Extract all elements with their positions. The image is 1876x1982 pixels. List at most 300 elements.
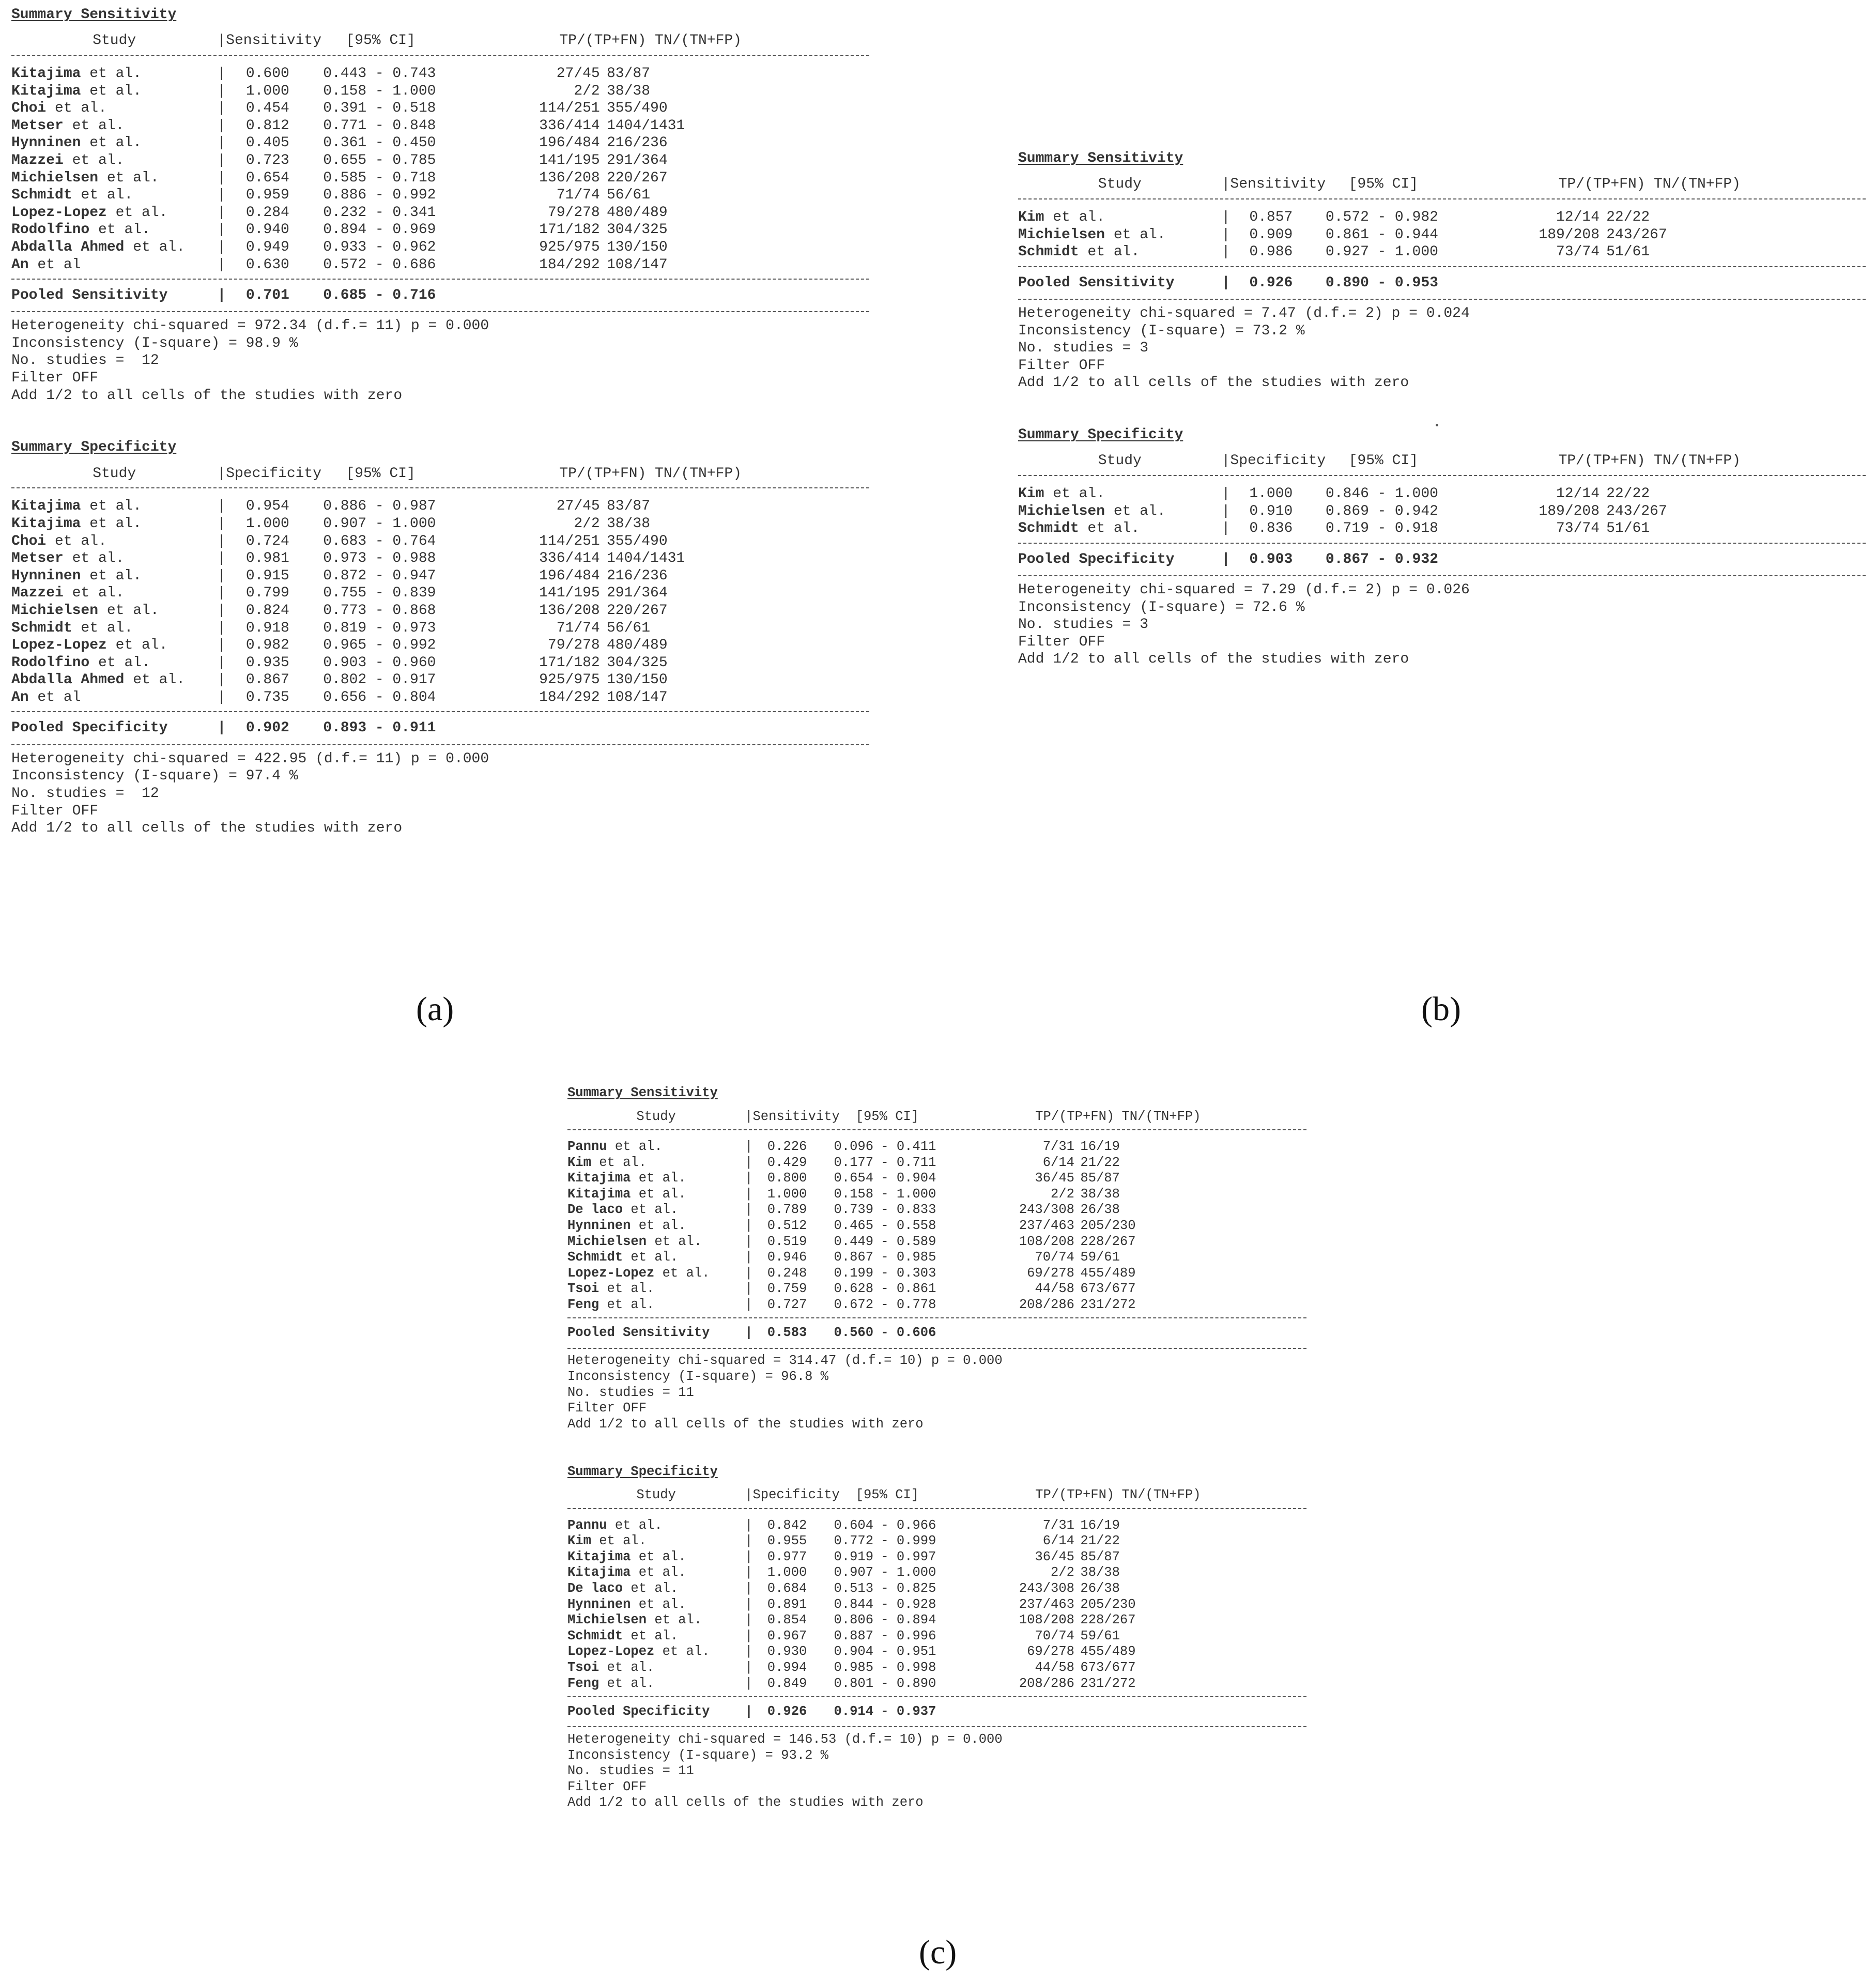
stat-line: Filter OFF [567,1401,647,1416]
estimate-value: 1.000 [1249,486,1293,502]
ci-lower: 0.869 [1325,503,1369,519]
dashed-rule [567,1508,1306,1509]
table-row [567,1234,1306,1250]
column-separator: | [217,672,226,688]
pooled-value: 0.903 [1249,551,1293,567]
study-cell [567,1281,745,1297]
stat-line: Inconsistency (I-square) = 72.6 % [1018,599,1305,616]
tn-ratio: 22/22 [1606,486,1650,502]
dashed-rule [11,55,869,56]
ci-upper: - 0.743 [375,65,436,82]
estimate-value: 0.600 [245,65,289,82]
tn-ratio: 304/325 [607,654,668,671]
panel-label-a: (a) [416,990,454,1028]
study-suffix: et al. [63,550,125,567]
section-title: Summary Specificity [11,439,177,456]
ci-upper: - 1.000 [375,83,436,99]
tn-ratio: 59/61 [1080,1628,1120,1643]
column-separator: | [745,1612,753,1628]
study-cell [567,1234,745,1250]
column-separator: | [217,170,226,186]
study-cell [567,1581,745,1597]
table-row [567,1281,1306,1297]
table-row [1018,243,1866,261]
header-study: Study [93,33,136,49]
study-cell [11,585,217,602]
tn-ratio: 130/150 [607,672,668,688]
pooled-ci-lower: 0.914 [834,1703,873,1719]
table-row [11,671,869,689]
column-separator: | [217,287,226,303]
tp-ratio: 208/286 [1019,1297,1074,1312]
table-row [11,550,869,567]
ci-upper: - 0.686 [375,256,436,273]
header-ci: [95% CI] [346,465,416,482]
dashed-rule [567,1129,1306,1130]
study-suffix: et al. [631,1171,686,1186]
column-separator: | [745,1171,753,1186]
ci-lower: 0.933 [323,239,367,255]
ci-upper: - 0.711 [881,1155,936,1170]
tn-ratio: 1404/1431 [607,117,685,134]
study-suffix: et al. [1079,520,1140,537]
ci-upper: - 0.988 [375,550,436,567]
study-suffix: et al. [647,1612,702,1628]
ci-upper: - 0.785 [375,152,436,168]
estimate-value: 0.429 [767,1155,807,1170]
tn-ratio: 216/236 [607,567,668,584]
estimate-value: 0.891 [767,1596,807,1612]
study-name: Kitajima [567,1549,631,1564]
study-name: Kitajima [567,1171,631,1186]
tp-ratio: 136/208 [539,170,600,186]
header-tn: TN/(TN+FP) [1121,1487,1201,1503]
stat-line: Add 1/2 to all cells of the studies with zero [11,387,403,404]
column-separator: | [217,204,226,221]
ci-lower: 0.739 [834,1202,873,1218]
study-cell [567,1202,745,1218]
pooled-row [567,1704,1306,1720]
study-name: Abdalla Ahmed [11,672,125,688]
stat-line: No. studies = 12 [11,785,159,802]
estimate-value: 0.849 [767,1676,807,1691]
ci-upper: - 0.985 [881,1250,936,1265]
study-name: Kitajima [11,65,81,82]
ci-lower: 0.572 [323,256,367,273]
study-cell [11,239,217,256]
estimate-value: 0.867 [245,672,289,688]
tn-ratio: 291/364 [607,152,668,168]
column-separator: | [217,533,226,549]
study-name: Hynninen [567,1596,631,1612]
study-name: Mazzei [11,585,64,602]
tp-ratio: 114/251 [539,100,600,117]
ci-upper: - 0.894 [881,1612,936,1628]
study-suffix: et al. [63,117,125,134]
study-name: Michielsen [1018,226,1105,243]
study-cell [567,1266,745,1282]
study-cell [11,117,217,135]
header-study: Study [636,1109,676,1124]
estimate-value: 0.727 [767,1297,807,1312]
pooled-row [1018,274,1866,292]
table-row [11,602,869,620]
estimate-value: 0.946 [767,1250,807,1265]
study-cell [11,689,217,706]
table-row [11,654,869,672]
header-ci: [95% CI] [346,33,416,49]
ci-lower: 0.846 [1325,486,1369,502]
stat-line: Heterogeneity chi-squared = 972.34 (d.f.= 11) p = 0.000 [11,318,489,334]
tp-ratio: 141/195 [539,152,600,168]
tn-ratio: 108/147 [607,256,668,273]
column-separator: | [217,256,226,273]
study-name: Lopez-Lopez [11,637,107,654]
table-row [11,134,869,152]
header-tp: TP/(TP+FN) [1035,1487,1115,1503]
dashed-rule [1018,575,1866,576]
tp-ratio: 2/2 [574,83,600,99]
study-suffix: et al. [98,602,159,619]
tp-ratio: 69/278 [1027,1265,1074,1281]
column-separator: | [745,1517,753,1533]
column-separator: | [217,222,226,238]
header-tn: TN/(TN+FP) [1121,1109,1201,1124]
table-row [11,100,869,117]
study-suffix: et al. [1079,244,1140,260]
ci-upper: - 0.778 [881,1297,936,1312]
ci-upper: - 0.996 [881,1628,936,1643]
tp-ratio: 925/975 [539,672,600,688]
table-row [1018,520,1866,537]
header-metric: |Specificity [745,1487,840,1503]
column-separator: | [217,117,226,134]
stat-line: Add 1/2 to all cells of the studies with zero [567,1416,924,1432]
stat-line: Filter OFF [1018,357,1105,374]
study-name: Tsoi [567,1660,599,1675]
study-cell [11,515,217,533]
stat-line: Filter OFF [11,803,99,819]
dashed-rule [11,487,869,488]
column-separator: | [217,516,226,532]
ci-upper: - 0.928 [881,1596,936,1612]
tp-ratio: 925/975 [539,239,600,255]
study-cell [567,1187,745,1203]
estimate-value: 0.405 [245,135,289,151]
tn-ratio: 1404/1431 [607,550,685,567]
study-cell [567,1660,745,1676]
study-suffix: et al. [81,516,142,532]
stat-line: Inconsistency (I-square) = 96.8 % [567,1369,828,1385]
tn-ratio: 480/489 [607,204,668,221]
table-row [11,689,869,706]
study-cell [567,1612,745,1628]
study-name: Schmidt [567,1628,623,1643]
table-row [11,152,869,170]
tn-ratio: 455/489 [1080,1265,1136,1281]
tn-ratio: 231/272 [1080,1676,1136,1691]
table-row [11,204,869,222]
estimate-value: 0.789 [767,1202,807,1218]
column-separator: | [217,602,226,619]
tp-ratio: 184/292 [539,689,600,705]
ci-upper: - 0.997 [881,1549,936,1564]
tp-ratio: 189/208 [1539,503,1600,519]
study-suffix: et al. [631,1565,686,1580]
estimate-value: 0.248 [767,1265,807,1281]
study-cell [567,1549,745,1565]
table-row [11,256,869,274]
pooled-label: Pooled Sensitivity [567,1325,710,1341]
header-tp: TP/(TP+FN) [1558,453,1646,469]
study-suffix: et al. [623,1628,679,1643]
header-metric: |Sensitivity [217,33,322,49]
column-separator: | [745,1250,753,1265]
tn-ratio: 38/38 [1080,1565,1120,1580]
column-separator: | [745,1644,753,1660]
study-name: Kitajima [567,1186,631,1202]
tp-ratio: 6/14 [1042,1533,1074,1549]
study-suffix: et al. [607,1139,663,1154]
ci-upper: - 0.987 [375,498,436,515]
tn-ratio: 205/230 [1080,1218,1136,1233]
ci-lower: 0.628 [834,1281,873,1297]
tp-ratio: 189/208 [1539,226,1600,243]
table-row [11,620,869,637]
tp-ratio: 336/414 [539,550,600,567]
study-cell [567,1171,745,1187]
study-suffix: et al. [81,567,142,584]
study-suffix: et al. [654,1265,710,1281]
dashed-rule [11,279,869,280]
ci-lower: 0.907 [323,516,367,532]
spacer [1018,205,1866,209]
pooled-row [567,1325,1306,1341]
study-cell [11,204,217,222]
column-separator: | [745,1660,753,1675]
table-row [567,1187,1306,1203]
ci-upper: - 0.861 [881,1281,936,1297]
column-separator: | [745,1186,753,1202]
study-name: An [11,256,29,273]
study-suffix: et al. [599,1660,655,1675]
stat-line: Heterogeneity chi-squared = 146.53 (d.f.= 10) p = 0.000 [567,1732,1003,1747]
estimate-value: 1.000 [767,1186,807,1202]
column-separator: | [745,1628,753,1643]
ci-upper: - 0.589 [881,1234,936,1249]
study-name: Kitajima [11,516,81,532]
ci-lower: 0.919 [834,1549,873,1564]
ci-upper: - 0.918 [1377,520,1438,537]
panel-b [1018,150,1866,668]
table-row [11,117,869,135]
ci-upper: - 0.825 [881,1580,936,1596]
ci-lower: 0.886 [323,187,367,204]
study-suffix: et al. [106,204,168,221]
column-separator: | [745,1580,753,1596]
tn-ratio: 21/22 [1080,1155,1120,1170]
table-header [567,1109,1306,1125]
tp-ratio: 184/292 [539,256,600,273]
ci-upper: - 0.982 [1377,209,1438,225]
header-ci: [95% CI] [1348,176,1419,193]
column-separator: | [745,1234,753,1249]
study-cell [11,550,217,567]
study-name: Kitajima [11,83,81,99]
stat-line: Add 1/2 to all cells of the studies with zero [1018,375,1409,391]
tn-ratio: 26/38 [1080,1580,1120,1596]
study-name: Michielsen [11,602,99,619]
tp-ratio: 196/484 [539,567,600,584]
tn-ratio: 673/677 [1080,1660,1136,1675]
estimate-value: 0.512 [767,1218,807,1233]
ci-upper: - 0.947 [375,567,436,584]
header-ci: [95% CI] [1348,453,1419,469]
study-name: Pannu [567,1139,607,1154]
column-separator: | [745,1218,753,1233]
study-name: Feng [567,1297,599,1312]
study-suffix: et al. [46,533,107,549]
study-suffix: et al. [599,1297,655,1312]
study-cell [567,1628,745,1645]
stat-line: Heterogeneity chi-squared = 314.47 (d.f.= 10) p = 0.000 [567,1353,1003,1369]
study-name: Michielsen [567,1234,647,1249]
study-suffix: et al. [1105,226,1166,243]
dashed-rule [1018,299,1866,300]
header-tp: TP/(TP+FN) [559,33,647,49]
ci-upper: - 0.966 [881,1517,936,1533]
study-suffix: et al. [81,135,142,151]
summary-sensitivity-block [11,6,869,404]
study-name: An [11,689,29,705]
tn-ratio: 16/19 [1080,1139,1120,1154]
tn-ratio: 243/267 [1606,503,1667,519]
table-row [11,498,869,515]
ci-lower: 0.672 [834,1297,873,1312]
column-separator: | [217,239,226,255]
column-separator: | [217,654,226,671]
tn-ratio: 304/325 [607,222,668,238]
study-name: Michielsen [1018,503,1105,519]
column-separator: | [217,620,226,636]
tp-ratio: 237/463 [1019,1218,1074,1233]
table-row [567,1644,1306,1660]
study-cell [11,620,217,637]
study-cell [11,654,217,672]
study-name: De laco [567,1580,623,1596]
column-separator: | [1221,503,1231,519]
ci-lower: 0.656 [323,689,367,705]
dashed-rule [1018,198,1866,199]
pooled-ci-upper: - 0.932 [1377,551,1438,567]
study-cell [11,65,217,83]
tp-ratio: 36/45 [1035,1549,1074,1564]
header-tp: TP/(TP+FN) [1035,1109,1115,1124]
study-cell [1018,226,1222,244]
tp-ratio: 171/182 [539,654,600,671]
header-ci: [95% CI] [855,1109,919,1124]
table-row [567,1518,1306,1534]
tp-ratio: 336/414 [539,117,600,134]
study-cell [567,1644,745,1660]
stat-line: No. studies = 12 [11,352,159,369]
tp-ratio: 70/74 [1035,1250,1074,1265]
study-name: De laco [567,1202,623,1218]
estimate-value: 0.654 [245,170,289,186]
ci-upper: - 0.992 [375,187,436,204]
ci-upper: - 0.558 [881,1218,936,1233]
pooled-ci-upper: - 0.953 [1377,274,1438,291]
pooled-label: Pooled Sensitivity [1018,274,1175,291]
table-row [567,1250,1306,1266]
section-title: Summary Specificity [1018,427,1183,443]
column-separator: | [745,1676,753,1691]
study-name: Hynninen [567,1218,631,1233]
tp-ratio: 69/278 [1027,1644,1074,1660]
study-cell [1018,209,1222,226]
study-name: Michielsen [11,170,99,186]
column-separator: | [1221,244,1231,260]
tp-ratio: 243/308 [1019,1202,1074,1218]
section-title: Summary Sensitivity [1018,150,1183,166]
header-study: Study [1098,453,1142,469]
ci-upper: - 0.718 [375,170,436,186]
estimate-value: 0.842 [767,1517,807,1533]
stat-line: Filter OFF [567,1779,647,1794]
header-tn: TN/(TN+FP) [654,465,742,482]
study-name: Kim [1018,209,1044,225]
header-study: Study [636,1487,676,1503]
stat-line: Filter OFF [1018,634,1105,650]
table-row [11,637,869,654]
tp-ratio: 36/45 [1035,1171,1074,1186]
study-suffix: et al. [631,1549,686,1564]
estimate-value: 0.799 [245,585,289,602]
study-cell [11,637,217,654]
study-suffix: et al. [1105,503,1166,519]
ci-lower: 0.655 [323,152,367,168]
pooled-ci-lower: 0.685 [323,287,367,303]
tn-ratio: 291/364 [607,585,668,602]
pooled-ci-upper: - 0.716 [375,287,436,303]
stat-line: No. studies = 11 [567,1385,694,1400]
study-name: Schmidt [1018,244,1079,260]
tp-ratio: 44/58 [1035,1660,1074,1675]
estimate-value: 0.759 [767,1281,807,1297]
estimate-value: 0.857 [1249,209,1293,225]
ci-upper: - 0.764 [375,533,436,549]
study-suffix: et al. [647,1234,702,1249]
ci-upper: - 0.992 [375,637,436,654]
summary-specificity-block [567,1464,1306,1811]
estimate-value: 0.994 [767,1660,807,1675]
table-row [1018,226,1866,244]
header-tp: TP/(TP+FN) [559,465,647,482]
tp-ratio: 12/14 [1556,209,1600,225]
estimate-value: 0.930 [767,1644,807,1660]
study-suffix: et al. [124,672,186,688]
study-cell [11,187,217,204]
ci-lower: 0.904 [834,1644,873,1660]
ci-lower: 0.861 [1325,226,1369,243]
ci-lower: 0.985 [834,1660,873,1675]
tp-ratio: 208/286 [1019,1676,1074,1691]
study-cell [567,1218,745,1234]
ci-lower: 0.802 [323,672,367,688]
table-row [567,1171,1306,1187]
column-separator: | [745,1565,753,1580]
pooled-label: Pooled Sensitivity [11,287,168,303]
